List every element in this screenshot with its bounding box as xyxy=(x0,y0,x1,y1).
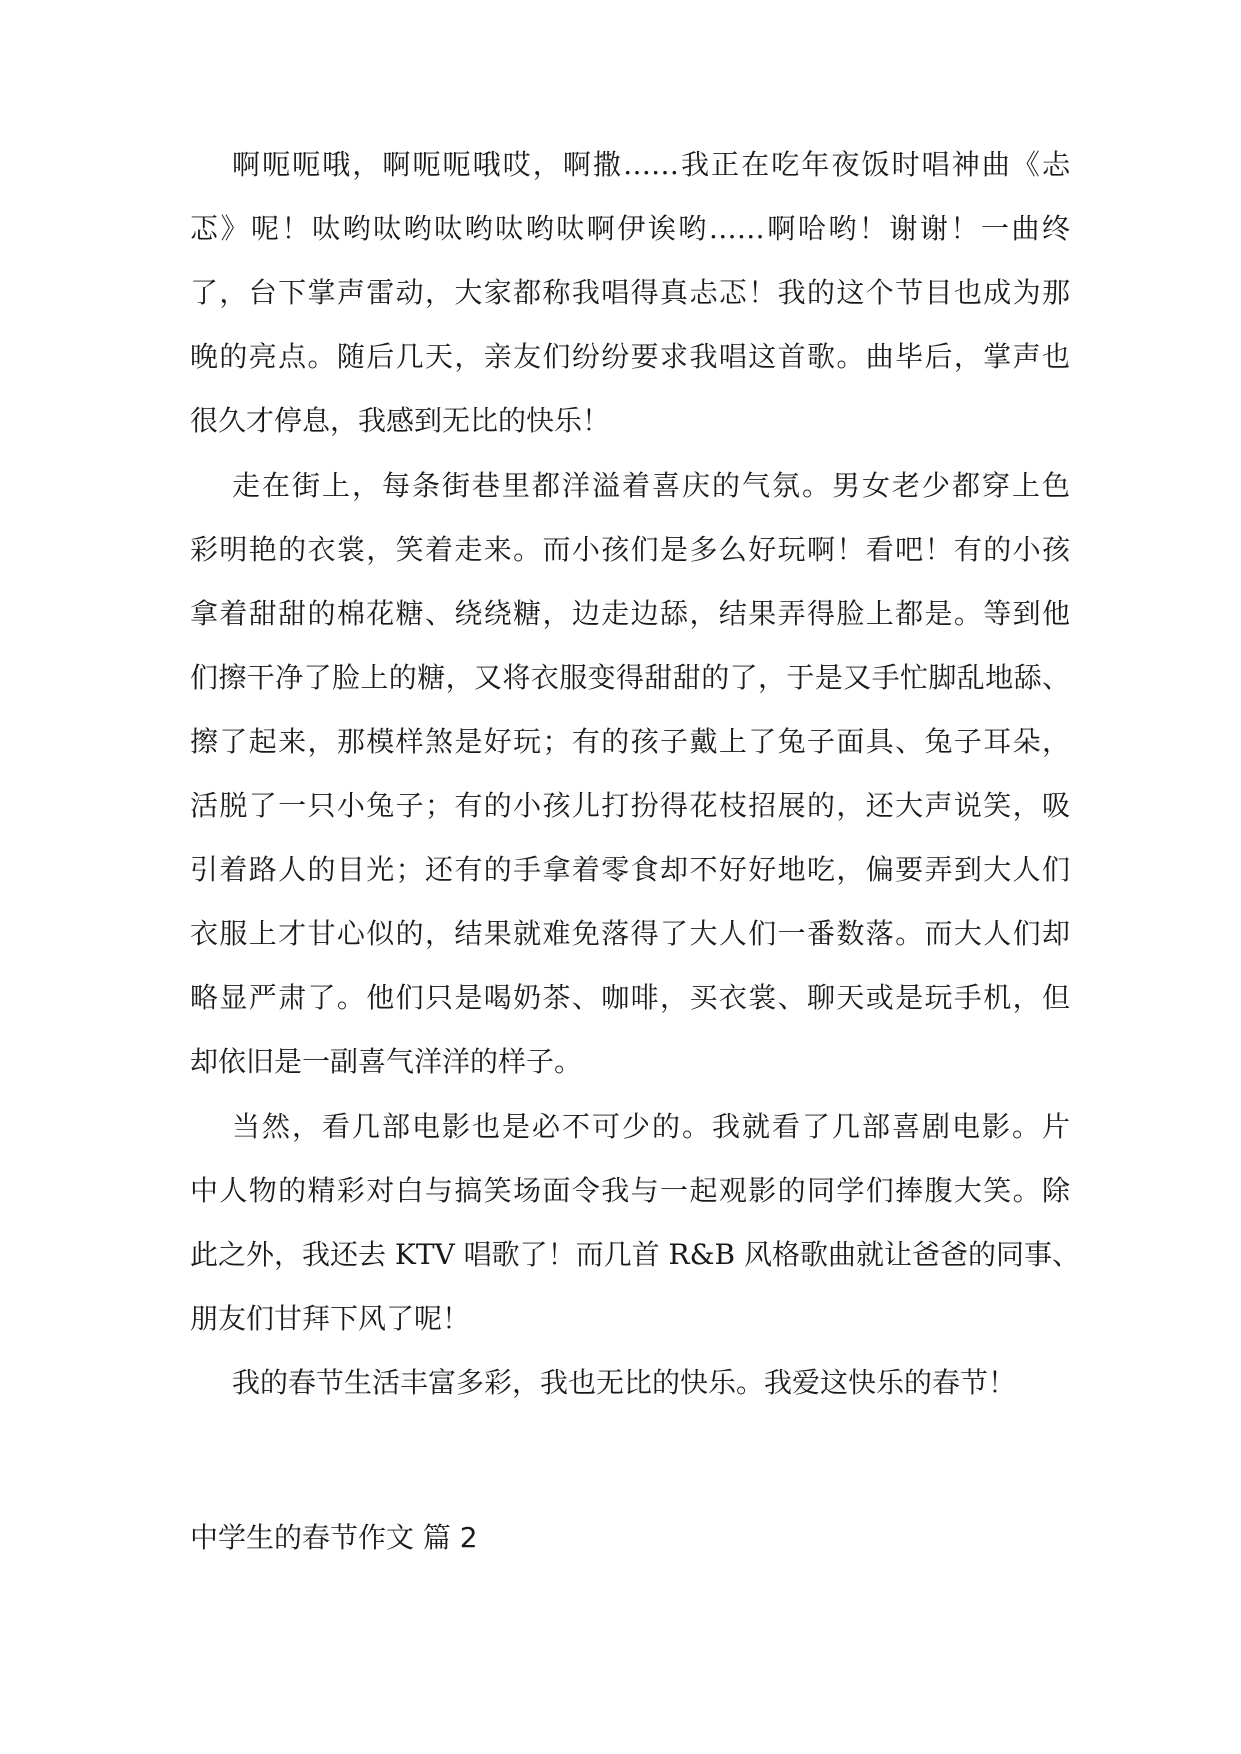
paragraph-3-line-1: 当然，看几部电影也是必不可少的。我就看了几部喜剧电影。片 xyxy=(232,1110,1070,1143)
paragraph-2-line-10: 却依旧是一副喜气洋洋的样子。 xyxy=(190,1045,583,1078)
paragraph-2-line-4: 们擦干净了脸上的糖，又将衣服变得甜甜的了，于是又手忙脚乱地舔、 xyxy=(190,661,1070,694)
section-heading: 中学生的春节作文 篇 2 xyxy=(190,1521,478,1554)
paragraph-2-line-2: 彩明艳的衣裳，笑着走来。而小孩们是多么好玩啊！看吧！有的小孩 xyxy=(190,533,1070,566)
paragraph-1-line-4: 晚的亮点。随后几天，亲友们纷纷要求我唱这首歌。曲毕后，掌声也 xyxy=(190,340,1070,373)
paragraph-1-line-5: 很久才停息，我感到无比的快乐！ xyxy=(190,404,611,437)
paragraph-1-line-1: 啊呃呃哦，啊呃呃哦哎，啊撒……我正在吃年夜饭时唱神曲《忐 xyxy=(232,148,1070,181)
paragraph-2-line-8: 衣服上才甘心似的，结果就难免落得了大人们一番数落。而大人们却 xyxy=(190,917,1070,950)
paragraph-3-line-2: 中人物的精彩对白与搞笑场面令我与一起观影的同学们捧腹大笑。除 xyxy=(190,1174,1070,1207)
paragraph-2-line-7: 引着路人的目光；还有的手拿着零食却不好好地吃，偏要弄到大人们 xyxy=(190,853,1070,886)
paragraph-1-line-2: 忑》呢！呔哟呔哟呔哟呔哟呔啊伊诶哟……啊哈哟！谢谢！一曲终 xyxy=(190,212,1070,245)
paragraph-2-line-1: 走在街上，每条街巷里都洋溢着喜庆的气氛。男女老少都穿上色 xyxy=(232,469,1070,502)
paragraph-2-line-9: 略显严肃了。他们只是喝奶茶、咖啡，买衣裳、聊天或是玩手机，但 xyxy=(190,981,1070,1014)
paragraph-2-line-3: 拿着甜甜的棉花糖、绕绕糖，边走边舔，结果弄得脸上都是。等到他 xyxy=(190,597,1070,630)
paragraph-3-line-4: 朋友们甘拜下风了呢！ xyxy=(190,1302,471,1335)
paragraph-1-line-3: 了，台下掌声雷动，大家都称我唱得真忐忑！我的这个节目也成为那 xyxy=(190,276,1070,309)
paragraph-4-line-1: 我的春节生活丰富多彩，我也无比的快乐。我爱这快乐的春节！ xyxy=(232,1366,1017,1399)
paragraph-3-line-3: 此之外，我还去 KTV 唱歌了！而几首 R&B 风格歌曲就让爸爸的同事、 xyxy=(190,1238,1081,1271)
paragraph-2-line-6: 活脱了一只小兔子；有的小孩儿打扮得花枝招展的，还大声说笑，吸 xyxy=(190,789,1070,822)
paragraph-2-line-5: 擦了起来，那模样煞是好玩；有的孩子戴上了兔子面具、兔子耳朵， xyxy=(190,725,1070,758)
